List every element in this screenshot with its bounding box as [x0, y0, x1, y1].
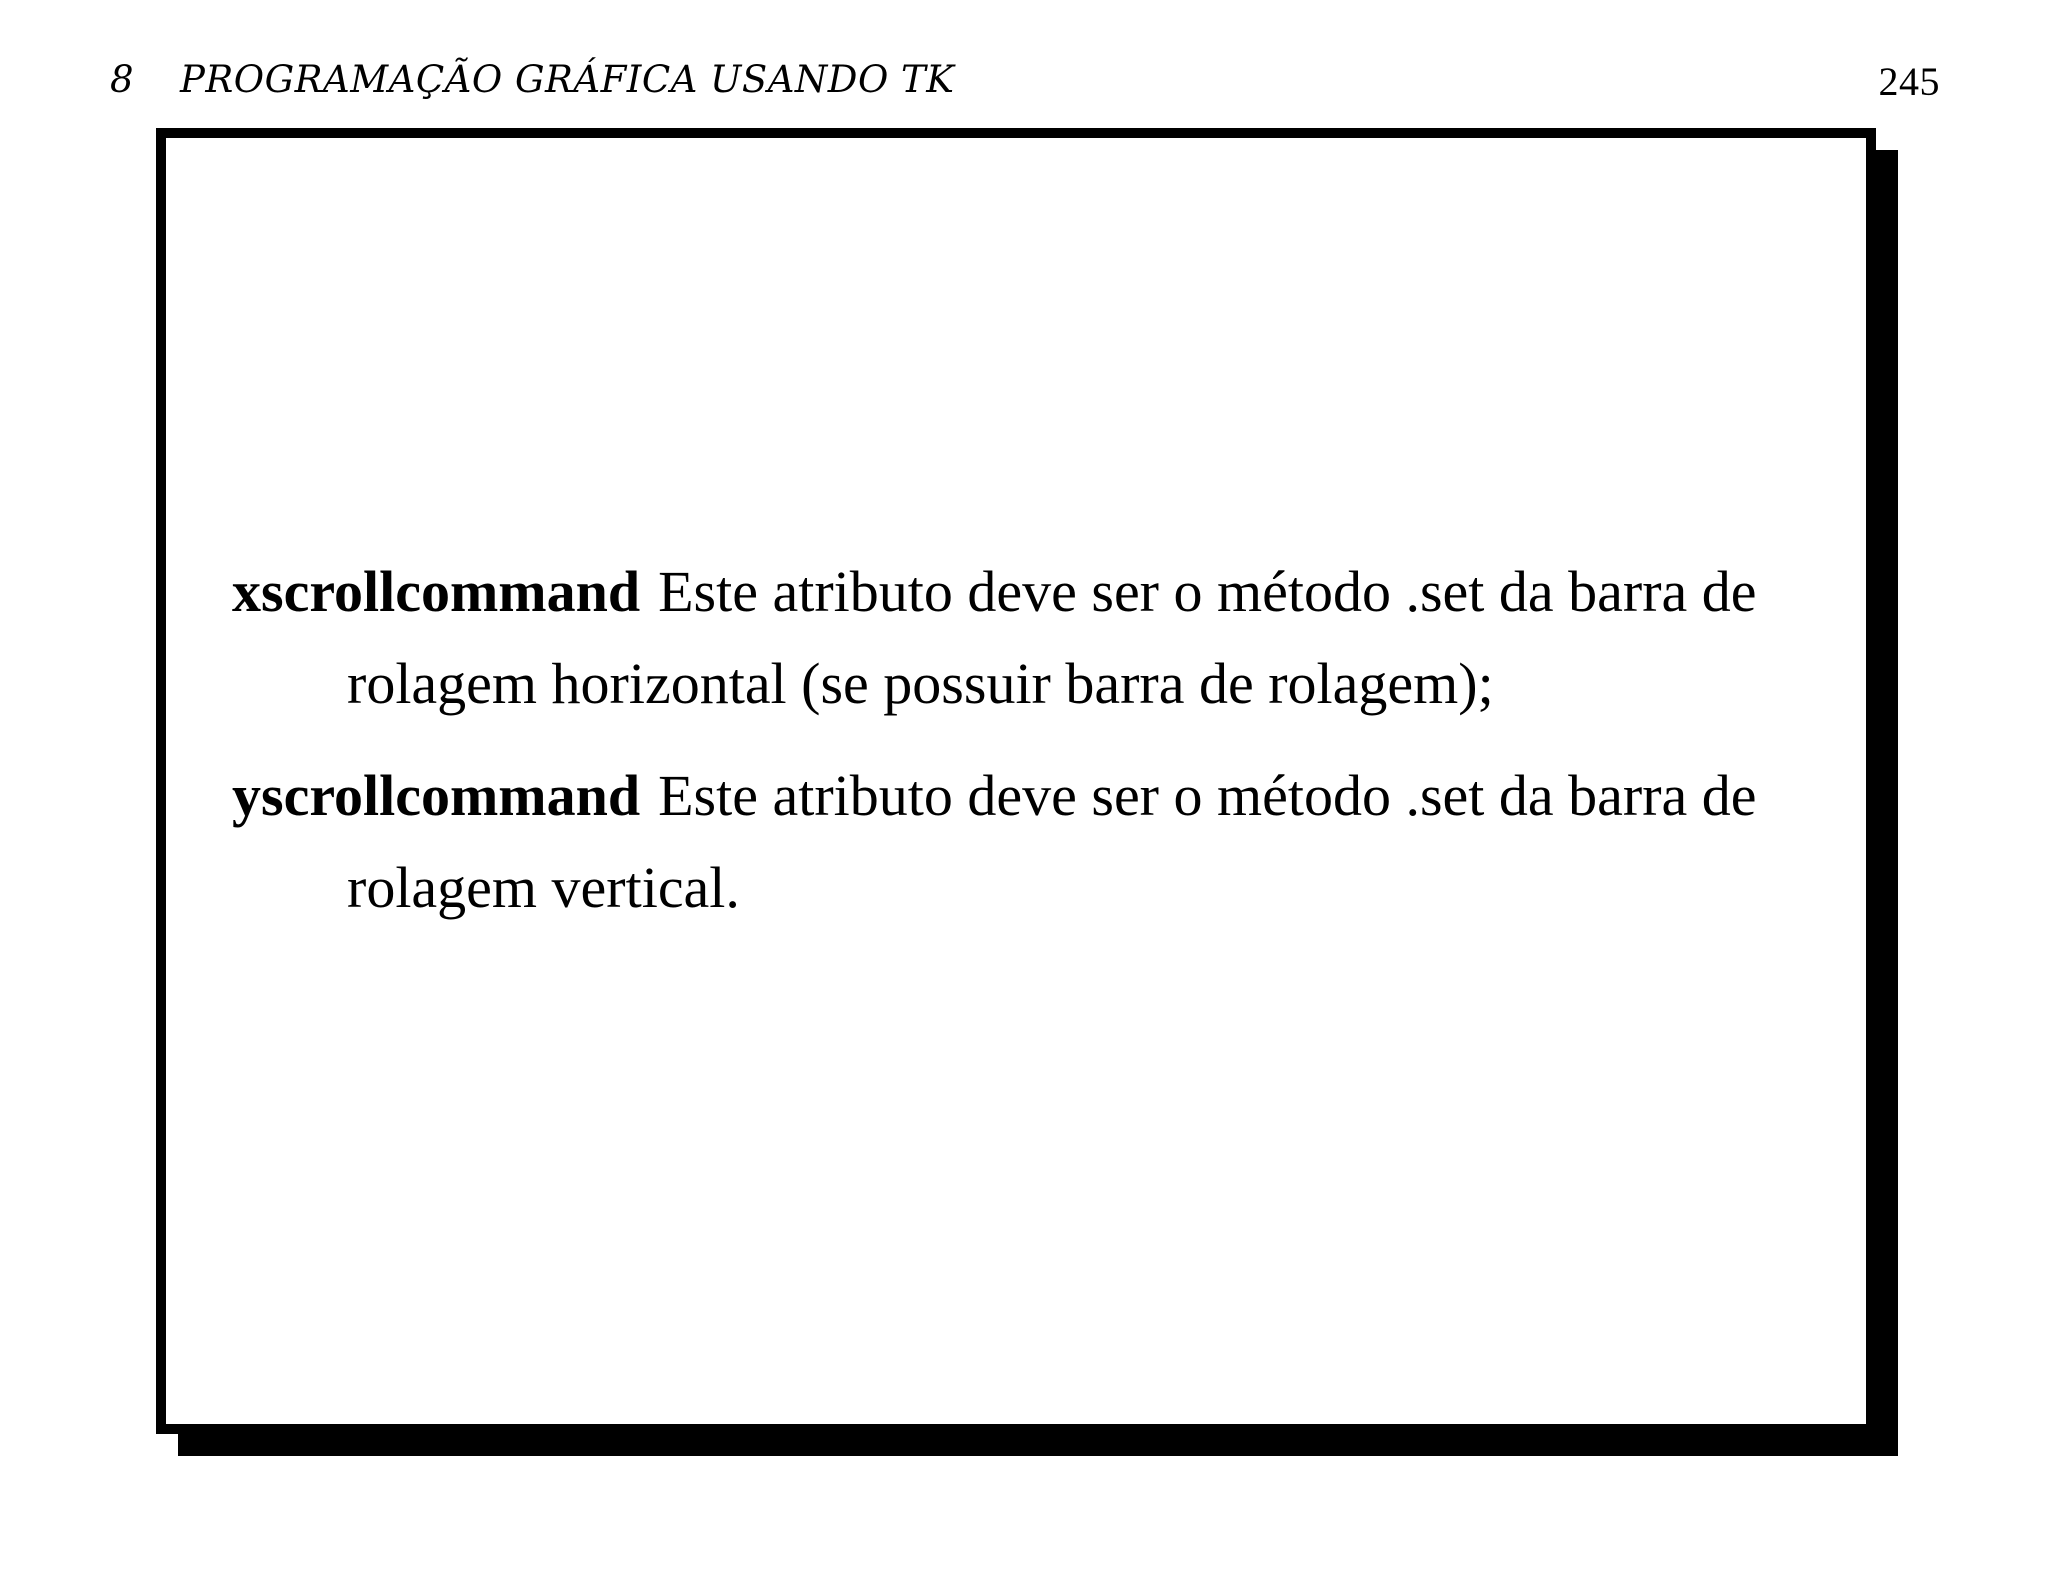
slide-frame — [156, 128, 1876, 1434]
chapter-title: PROGRAMAÇÃO GRÁFICA USANDO TK — [180, 58, 955, 101]
chapter-number: 8 — [110, 58, 135, 101]
definition-entry-yscrollcommand — [232, 750, 1772, 934]
page-number: 245 — [1878, 59, 1940, 104]
definition-description: Este atributo deve ser o método .set da barra de rolagem vertical. — [347, 763, 1757, 920]
definition-term: yscrollcommand — [232, 763, 641, 828]
definition-list — [232, 546, 1772, 934]
definition-entry-xscrollcommand — [232, 546, 1772, 730]
definition-term: xscrollcommand — [232, 559, 641, 624]
running-head — [110, 58, 1940, 108]
definition-description: Este atributo deve ser o método .set da barra de rolagem horizontal (se possuir barra de rolagem); — [347, 559, 1757, 716]
